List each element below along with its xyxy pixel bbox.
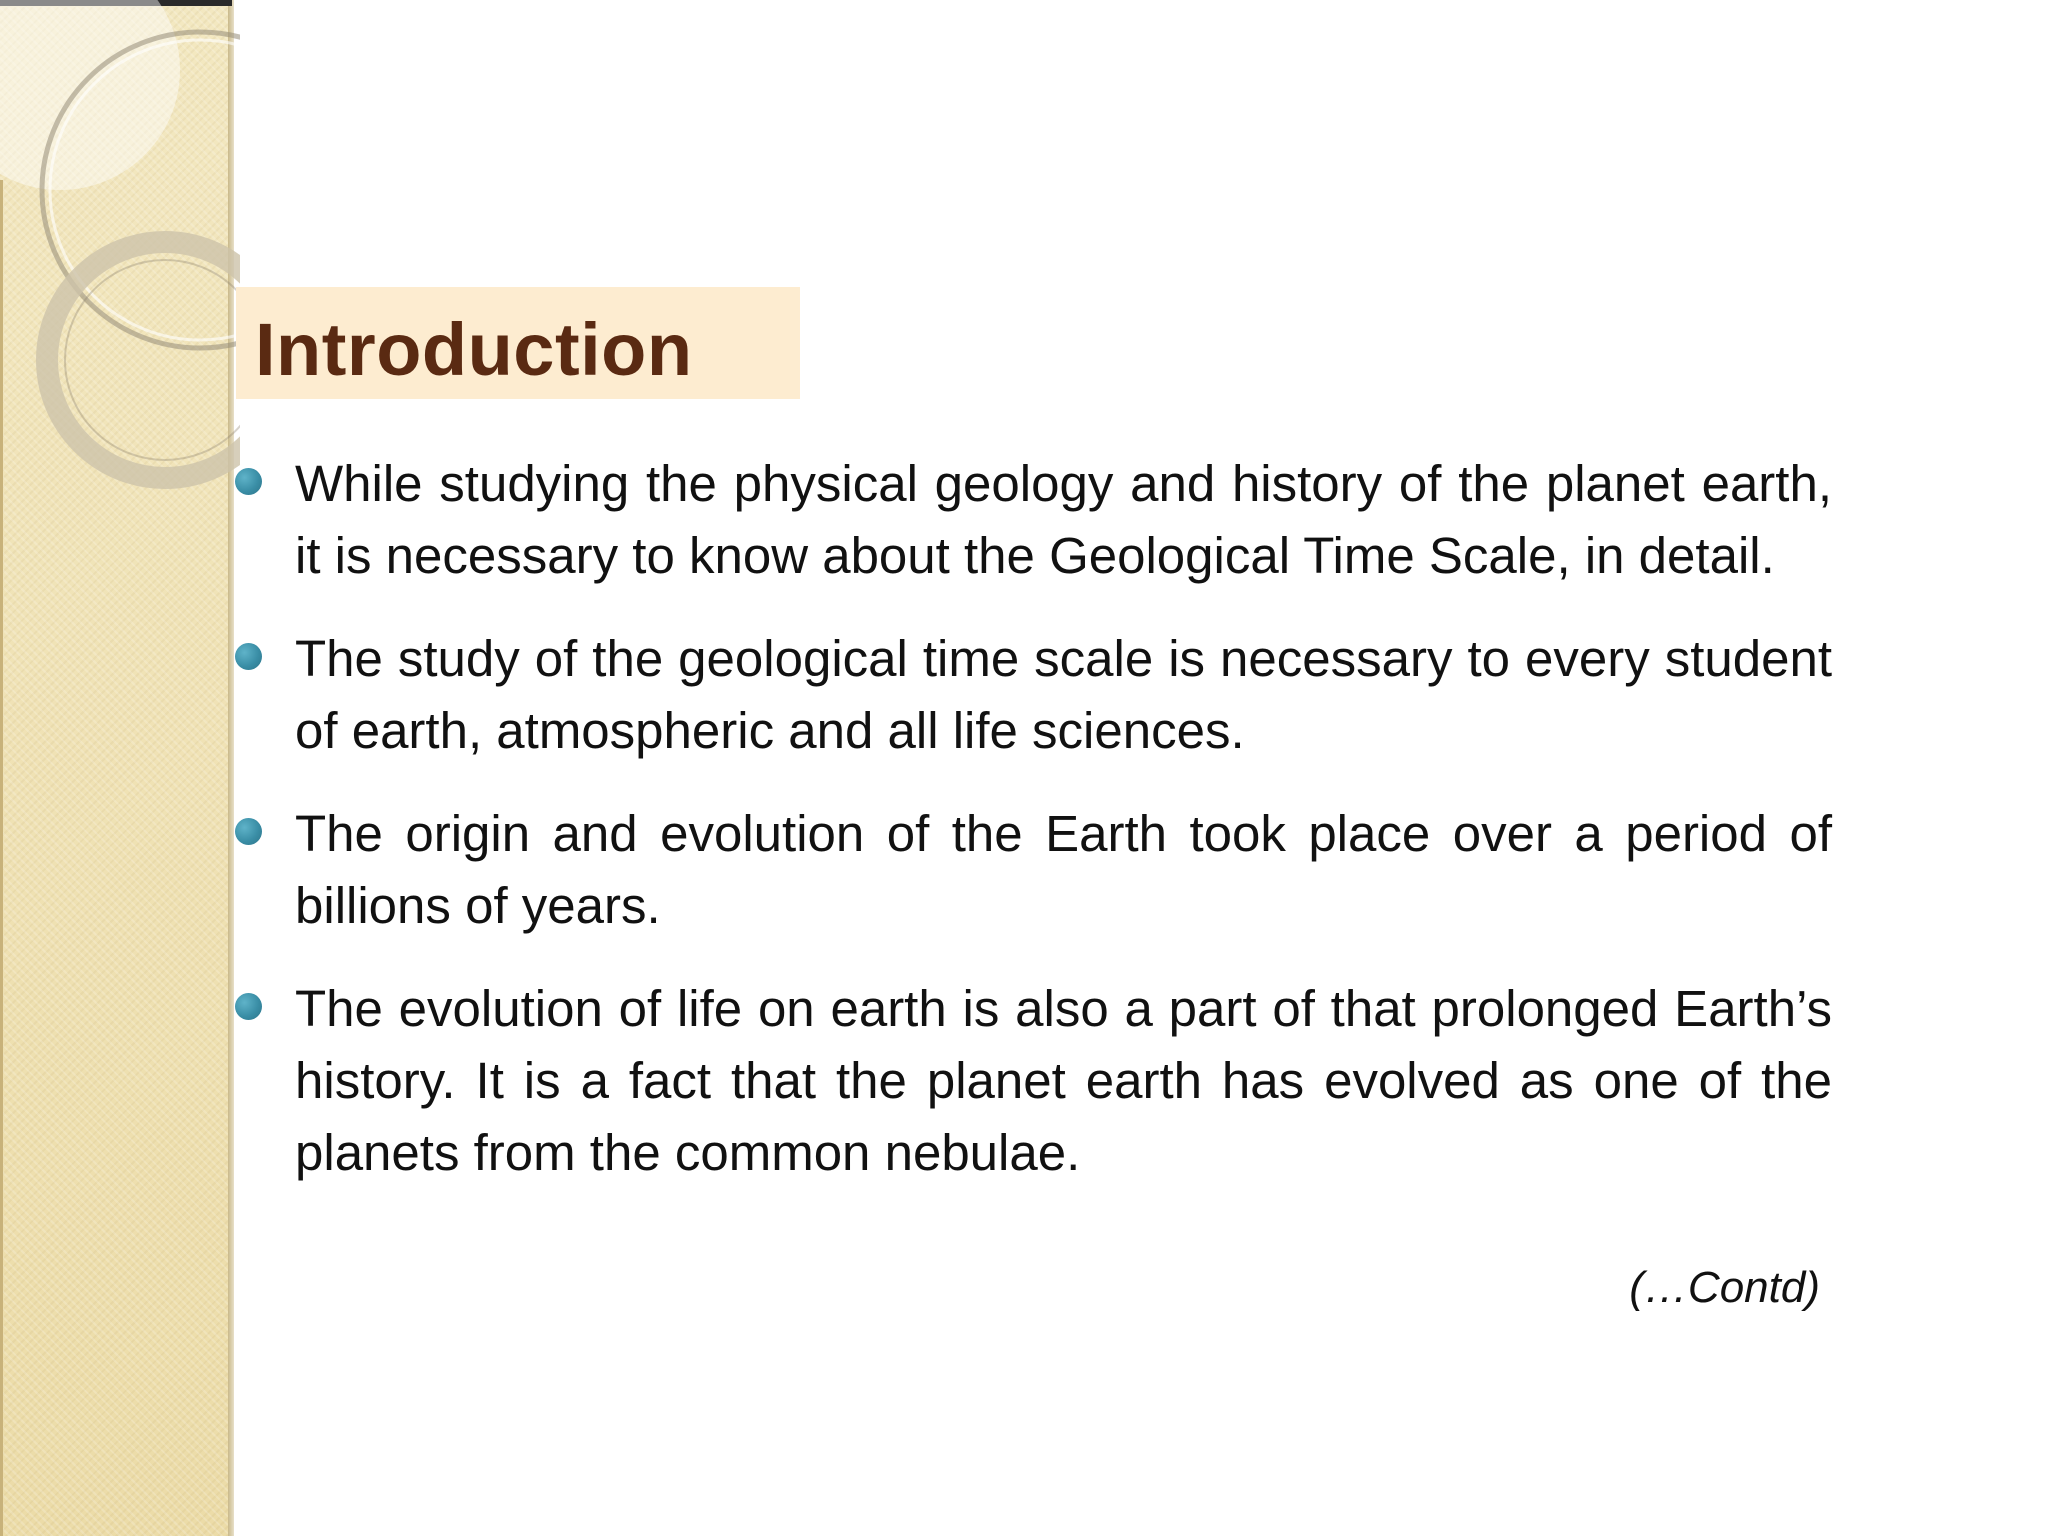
list-item — [232, 973, 1832, 1189]
bullet-dot-icon — [235, 993, 262, 1020]
list-item — [232, 798, 1832, 942]
bullet-list — [232, 448, 1832, 1220]
list-item — [232, 623, 1832, 767]
bullet-text: The origin and evolution of the Earth took place over a period of billions of years. — [295, 805, 1832, 934]
list-item — [232, 448, 1832, 592]
continued-label: (…Contd) — [1629, 1263, 1820, 1312]
decorative-rings-graphic — [0, 0, 240, 520]
slide-title: Introduction — [255, 308, 693, 391]
bullet-dot-icon — [235, 818, 262, 845]
bullet-text: The study of the geological time scale is necessary to every student of earth, atmospheric and all life sciences. — [295, 630, 1832, 759]
bullet-dot-icon — [235, 643, 262, 670]
bullet-dot-icon — [235, 468, 262, 495]
bullet-text: The evolution of life on earth is also a part of that prolonged Earth’s history. It is a fact that the planet earth has evolved as one of the planets from the common nebulae. — [295, 980, 1832, 1181]
bullet-text: While studying the physical geology and history of the planet earth, it is necessary to know about the Geological Time Scale, in detail. — [295, 455, 1832, 584]
